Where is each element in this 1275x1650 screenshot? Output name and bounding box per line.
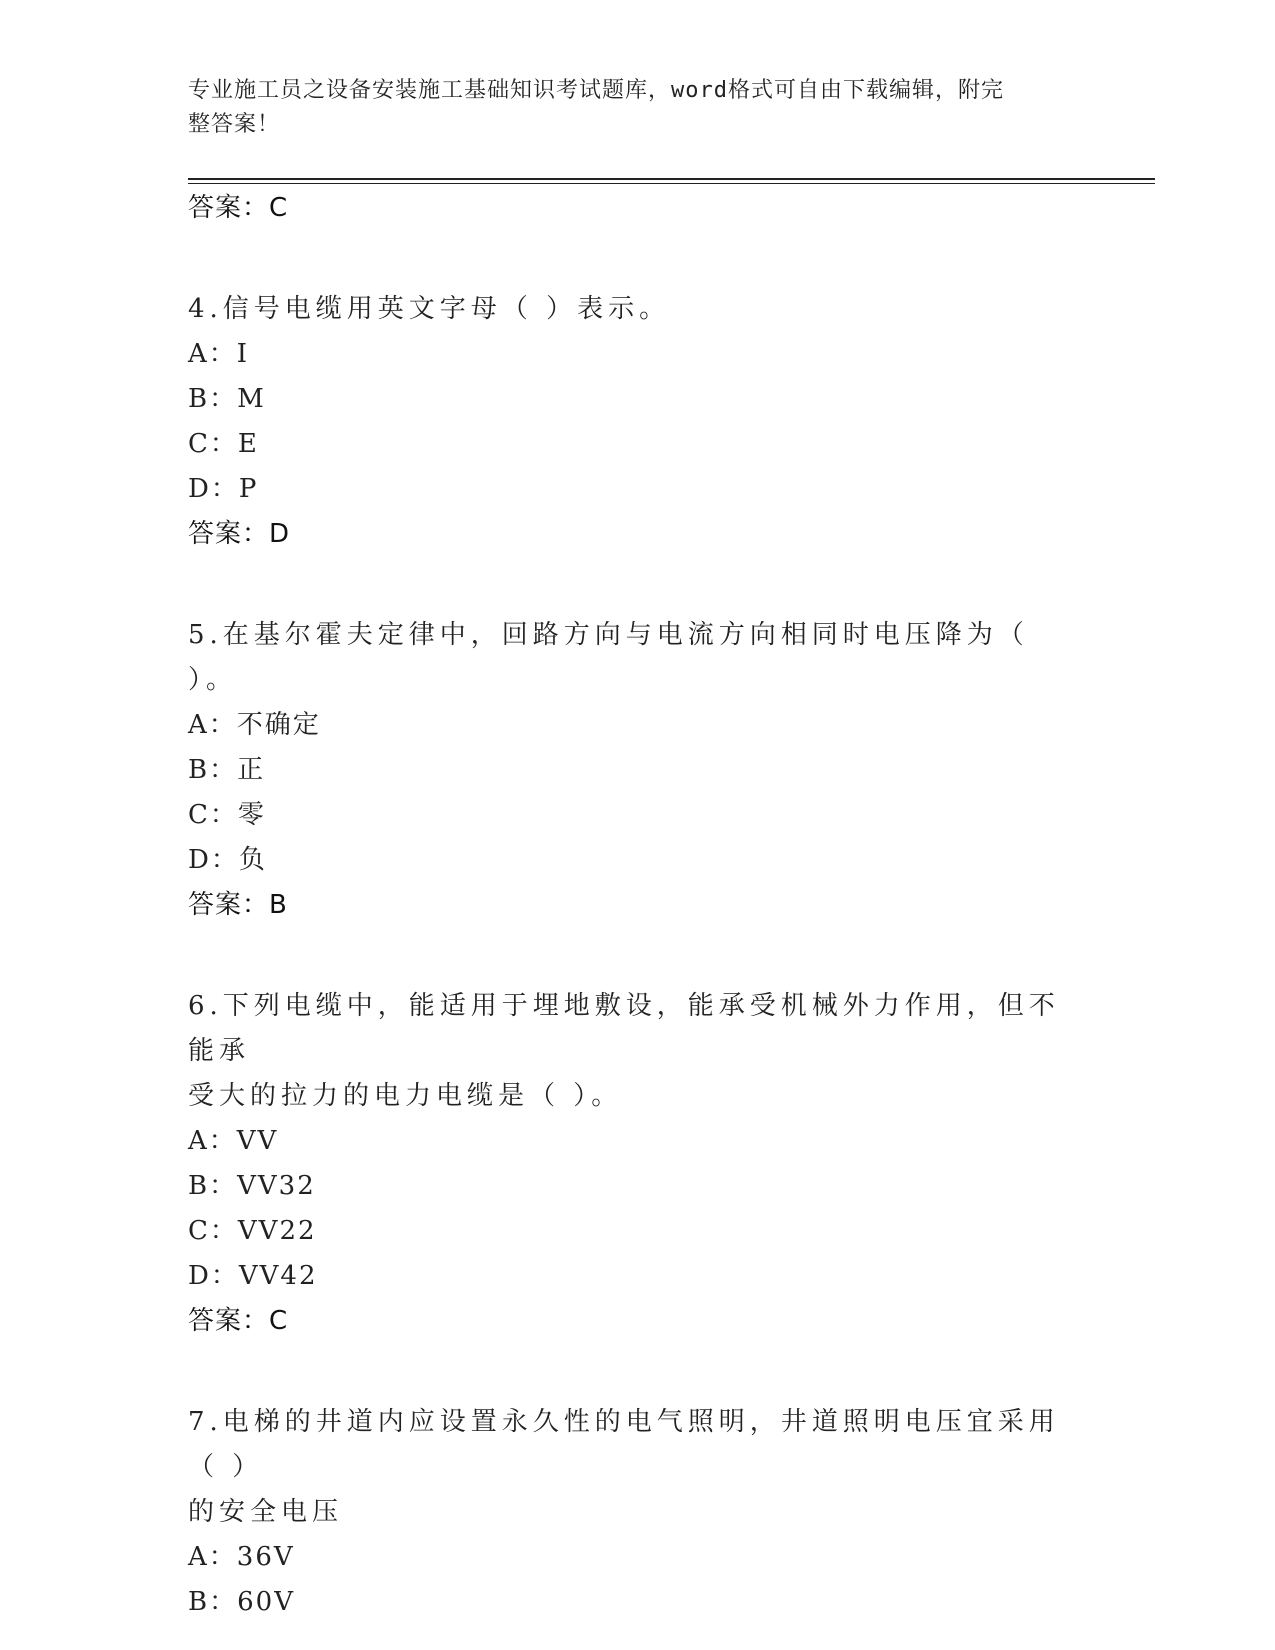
option-letter: A： — [188, 339, 237, 369]
option-text: I — [236, 339, 250, 369]
option-text: P — [238, 474, 259, 504]
option-letter: D： — [188, 845, 239, 875]
answer-line: 答案：D — [188, 519, 291, 549]
option-text: VV22 — [237, 1216, 317, 1246]
answer-line: 答案：C — [188, 193, 289, 223]
option-letter: A： — [188, 1126, 237, 1156]
option-letter: B： — [188, 1587, 238, 1617]
option-letter: B： — [188, 1171, 238, 1201]
option-text: 负 — [238, 845, 267, 875]
option-d — [188, 467, 1088, 512]
option-text: 36V — [236, 1542, 295, 1572]
option-b — [188, 1164, 1088, 1209]
option-a — [188, 703, 1088, 748]
option-text: E — [237, 429, 259, 459]
header-divider-thin — [188, 183, 1155, 184]
question-stem: 5.在基尔霍夫定律中，回路方向与电流方向相同时电压降为（ ）。 — [188, 620, 1029, 695]
question-stem-line-1: 6.下列电缆中，能适用于埋地敷设，能承受机械外力作用，但不能承 — [188, 991, 1060, 1066]
question-7 — [188, 1400, 1088, 1625]
question-5 — [188, 613, 1088, 928]
option-letter: A： — [188, 1542, 237, 1572]
option-text: 不确定 — [236, 710, 321, 740]
option-letter: C： — [188, 800, 238, 830]
option-letter: B： — [188, 384, 238, 414]
question-4 — [188, 287, 1088, 557]
option-letter: D： — [188, 474, 239, 504]
option-c — [188, 1209, 1088, 1254]
option-text: 零 — [237, 800, 266, 830]
answer-line: 答案：B — [188, 890, 288, 920]
option-text: VV32 — [237, 1171, 316, 1201]
option-text: 60V — [237, 1587, 295, 1617]
option-text: VV — [236, 1126, 279, 1156]
option-d — [188, 838, 1088, 883]
option-a — [188, 332, 1088, 377]
header-line-1: 专业施工员之设备安装施工基础知识考试题库，word格式可自由下载编辑，附完 — [188, 78, 1004, 103]
answer-line: 答案：C — [188, 1306, 289, 1336]
question-stem-line-2: 受大的拉力的电力电缆是（ ）。 — [188, 1081, 623, 1111]
document-header — [188, 74, 1068, 142]
option-c — [188, 793, 1088, 838]
option-text: M — [237, 384, 266, 414]
option-a — [188, 1119, 1088, 1164]
question-stem: 4.信号电缆用英文字母（ ）表示。 — [188, 294, 671, 324]
option-letter: C： — [188, 1216, 238, 1246]
option-letter: D： — [188, 1261, 239, 1291]
question-stem-line-2: 的安全电压 — [188, 1497, 344, 1527]
option-text: VV42 — [238, 1261, 318, 1291]
option-letter: A： — [188, 710, 237, 740]
option-b — [188, 748, 1088, 793]
option-c — [188, 422, 1088, 467]
option-d — [188, 1254, 1088, 1299]
question-6 — [188, 984, 1088, 1344]
question-list — [188, 186, 1088, 1625]
question-stem-line-1: 7.电梯的井道内应设置永久性的电气照明，井道照明电压宜采用（ ） — [188, 1407, 1060, 1482]
option-letter: B： — [188, 755, 238, 785]
header-line-2: 整答案！ — [188, 112, 281, 137]
option-b — [188, 1580, 1088, 1625]
option-b — [188, 377, 1088, 422]
header-divider-thick — [188, 178, 1155, 180]
option-a — [188, 1535, 1088, 1580]
option-letter: C： — [188, 429, 238, 459]
option-text: 正 — [237, 755, 266, 785]
